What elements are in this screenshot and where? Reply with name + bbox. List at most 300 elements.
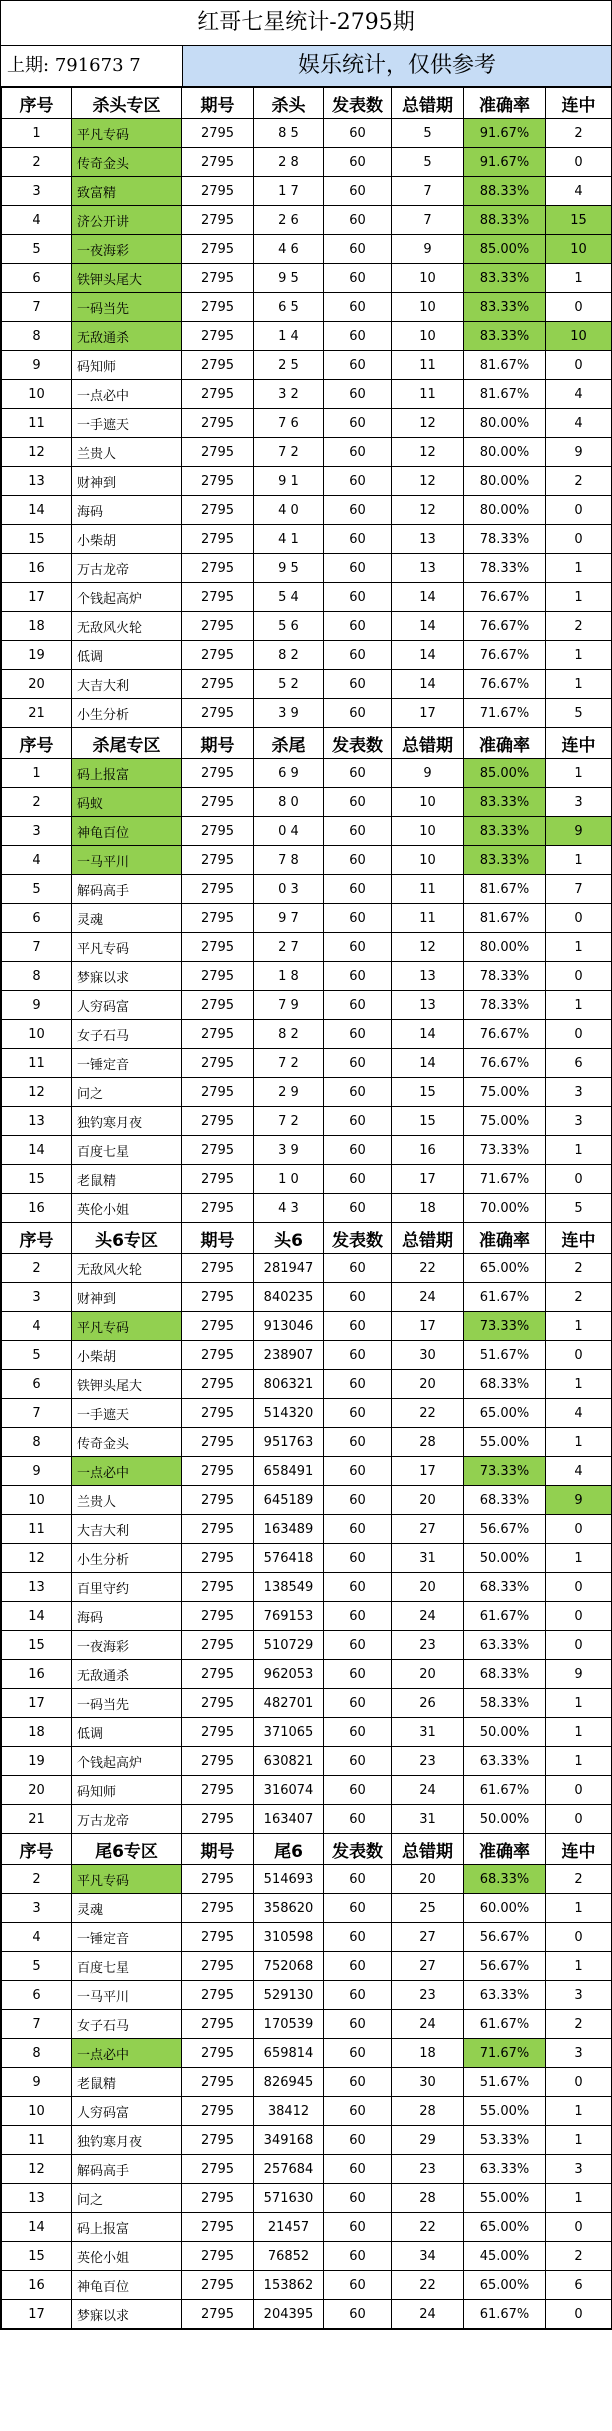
- cell-errors: 13: [392, 991, 464, 1020]
- cell-no: 1: [2, 759, 72, 788]
- header-issue: 期号: [182, 728, 254, 759]
- cell-count: 60: [324, 293, 392, 322]
- cell-count: 60: [324, 380, 392, 409]
- cell-errors: 10: [392, 817, 464, 846]
- cell-count: 60: [324, 1049, 392, 1078]
- cell-issue: 2795: [182, 554, 254, 583]
- header-accuracy: 准确率: [464, 1223, 546, 1254]
- cell-accuracy: 71.67%: [464, 2039, 546, 2068]
- cell-no: 12: [2, 2155, 72, 2184]
- table-row: [2, 467, 612, 496]
- cell-issue: 2795: [182, 525, 254, 554]
- table-row: [2, 1689, 612, 1718]
- cell-streak: 4: [546, 409, 612, 438]
- cell-count: 60: [324, 817, 392, 846]
- cell-accuracy: 76.67%: [464, 670, 546, 699]
- cell-value: 2 9: [254, 1078, 324, 1107]
- table-row: [2, 612, 612, 641]
- cell-name: 神龟百位: [72, 817, 182, 846]
- cell-no: 16: [2, 1660, 72, 1689]
- cell-accuracy: 85.00%: [464, 759, 546, 788]
- cell-value: 482701: [254, 1689, 324, 1718]
- cell-errors: 11: [392, 904, 464, 933]
- cell-errors: 15: [392, 1078, 464, 1107]
- cell-issue: 2795: [182, 1631, 254, 1660]
- cell-value: 962053: [254, 1660, 324, 1689]
- cell-issue: 2795: [182, 2039, 254, 2068]
- cell-value: 163489: [254, 1515, 324, 1544]
- cell-issue: 2795: [182, 583, 254, 612]
- cell-errors: 10: [392, 846, 464, 875]
- table-row: [2, 759, 612, 788]
- table-row: [2, 2271, 612, 2300]
- cell-streak: 2: [546, 1865, 612, 1894]
- cell-name: 小柴胡: [72, 1341, 182, 1370]
- cell-streak: 1: [546, 933, 612, 962]
- cell-issue: 2795: [182, 1660, 254, 1689]
- cell-errors: 23: [392, 1981, 464, 2010]
- cell-value: 514693: [254, 1865, 324, 1894]
- cell-errors: 13: [392, 554, 464, 583]
- table-row: [2, 409, 612, 438]
- cell-errors: 10: [392, 322, 464, 351]
- cell-no: 17: [2, 583, 72, 612]
- cell-count: 60: [324, 2010, 392, 2039]
- header-issue: 期号: [182, 1223, 254, 1254]
- cell-name: 码蚁: [72, 788, 182, 817]
- cell-errors: 27: [392, 1515, 464, 1544]
- table-row: [2, 1894, 612, 1923]
- cell-no: 8: [2, 962, 72, 991]
- cell-accuracy: 55.00%: [464, 2097, 546, 2126]
- cell-errors: 27: [392, 1923, 464, 1952]
- cell-value: 153862: [254, 2271, 324, 2300]
- cell-name: 独钓寒月夜: [72, 2126, 182, 2155]
- cell-name: 问之: [72, 1078, 182, 1107]
- cell-errors: 28: [392, 2097, 464, 2126]
- cell-issue: 2795: [182, 1165, 254, 1194]
- cell-issue: 2795: [182, 1805, 254, 1834]
- cell-streak: 10: [546, 235, 612, 264]
- cell-no: 3: [2, 1283, 72, 1312]
- header-accuracy: 准确率: [464, 728, 546, 759]
- cell-errors: 22: [392, 1399, 464, 1428]
- cell-issue: 2795: [182, 1078, 254, 1107]
- cell-name: 低调: [72, 641, 182, 670]
- cell-count: 60: [324, 1194, 392, 1223]
- cell-issue: 2795: [182, 496, 254, 525]
- table-row: [2, 670, 612, 699]
- cell-issue: 2795: [182, 991, 254, 1020]
- header-count: 发表数: [324, 1223, 392, 1254]
- previous-draw: [1, 46, 183, 86]
- cell-errors: 20: [392, 1865, 464, 1894]
- cell-count: 60: [324, 1718, 392, 1747]
- table-row: [2, 1923, 612, 1952]
- table-row: [2, 1020, 612, 1049]
- cell-count: 60: [324, 206, 392, 235]
- cell-count: 60: [324, 1341, 392, 1370]
- cell-streak: 0: [546, 1573, 612, 1602]
- cell-errors: 25: [392, 1894, 464, 1923]
- cell-value: 316074: [254, 1776, 324, 1805]
- cell-no: 2: [2, 148, 72, 177]
- table-row: [2, 1573, 612, 1602]
- cell-issue: 2795: [182, 2097, 254, 2126]
- cell-issue: 2795: [182, 380, 254, 409]
- cell-issue: 2795: [182, 1486, 254, 1515]
- table-row: [2, 2300, 612, 2329]
- cell-errors: 9: [392, 759, 464, 788]
- cell-no: 6: [2, 1981, 72, 2010]
- cell-name: 人穷码富: [72, 2097, 182, 2126]
- cell-errors: 15: [392, 1107, 464, 1136]
- cell-name: 独钓寒月夜: [72, 1107, 182, 1136]
- cell-issue: 2795: [182, 1602, 254, 1631]
- cell-streak: 3: [546, 2039, 612, 2068]
- cell-errors: 17: [392, 699, 464, 728]
- cell-streak: 1: [546, 1747, 612, 1776]
- table-row: [2, 2126, 612, 2155]
- cell-no: 2: [2, 1254, 72, 1283]
- cell-errors: 24: [392, 2300, 464, 2329]
- cell-issue: 2795: [182, 293, 254, 322]
- cell-issue: 2795: [182, 1894, 254, 1923]
- cell-streak: 6: [546, 2271, 612, 2300]
- cell-no: 13: [2, 1573, 72, 1602]
- cell-no: 8: [2, 2039, 72, 2068]
- table-row: [2, 496, 612, 525]
- cell-value: 7 2: [254, 1107, 324, 1136]
- cell-errors: 34: [392, 2242, 464, 2271]
- header-no: 序号: [2, 1834, 72, 1865]
- table-row: [2, 148, 612, 177]
- table-row: [2, 2213, 612, 2242]
- cell-issue: 2795: [182, 2242, 254, 2271]
- cell-accuracy: 83.33%: [464, 788, 546, 817]
- cell-streak: 2: [546, 2242, 612, 2271]
- page-title: 红哥七星统计-2795期: [1, 1, 611, 46]
- cell-issue: 2795: [182, 1747, 254, 1776]
- table-row: [2, 2155, 612, 2184]
- cell-issue: 2795: [182, 351, 254, 380]
- cell-accuracy: 50.00%: [464, 1805, 546, 1834]
- cell-name: 英伦小姐: [72, 1194, 182, 1223]
- cell-value: 8 5: [254, 119, 324, 148]
- cell-streak: 0: [546, 2300, 612, 2329]
- cell-errors: 31: [392, 1718, 464, 1747]
- table-row: [2, 1254, 612, 1283]
- cell-accuracy: 51.67%: [464, 2068, 546, 2097]
- cell-name: 码知师: [72, 351, 182, 380]
- cell-value: 281947: [254, 1254, 324, 1283]
- cell-errors: 11: [392, 380, 464, 409]
- cell-issue: 2795: [182, 1283, 254, 1312]
- cell-streak: 0: [546, 496, 612, 525]
- cell-no: 16: [2, 554, 72, 583]
- cell-value: 170539: [254, 2010, 324, 2039]
- cell-issue: 2795: [182, 1049, 254, 1078]
- cell-issue: 2795: [182, 206, 254, 235]
- cell-accuracy: 78.33%: [464, 554, 546, 583]
- cell-errors: 12: [392, 409, 464, 438]
- cell-count: 60: [324, 1254, 392, 1283]
- cell-issue: 2795: [182, 1573, 254, 1602]
- cell-no: 10: [2, 2097, 72, 2126]
- cell-accuracy: 50.00%: [464, 1718, 546, 1747]
- cell-count: 60: [324, 148, 392, 177]
- cell-no: 10: [2, 1020, 72, 1049]
- cell-streak: 9: [546, 817, 612, 846]
- cell-errors: 7: [392, 177, 464, 206]
- cell-name: 小生分析: [72, 699, 182, 728]
- cell-name: 一马平川: [72, 846, 182, 875]
- cell-count: 60: [324, 2039, 392, 2068]
- cell-errors: 12: [392, 496, 464, 525]
- cell-name: 老鼠精: [72, 2068, 182, 2097]
- cell-issue: 2795: [182, 2155, 254, 2184]
- cell-name: 传奇金头: [72, 1428, 182, 1457]
- cell-errors: 18: [392, 2039, 464, 2068]
- cell-count: 60: [324, 1165, 392, 1194]
- cell-name: 海码: [72, 1602, 182, 1631]
- header-count: 发表数: [324, 728, 392, 759]
- cell-no: 2: [2, 788, 72, 817]
- cell-value: 8 2: [254, 1020, 324, 1049]
- cell-errors: 28: [392, 1428, 464, 1457]
- cell-accuracy: 83.33%: [464, 817, 546, 846]
- cell-name: 问之: [72, 2184, 182, 2213]
- cell-accuracy: 68.33%: [464, 1370, 546, 1399]
- table-row: [2, 933, 612, 962]
- cell-value: 769153: [254, 1602, 324, 1631]
- cell-errors: 14: [392, 1020, 464, 1049]
- cell-no: 5: [2, 1341, 72, 1370]
- cell-no: 3: [2, 177, 72, 206]
- cell-errors: 12: [392, 933, 464, 962]
- header-errors: 总错期: [392, 88, 464, 119]
- cell-streak: 4: [546, 177, 612, 206]
- header-errors: 总错期: [392, 728, 464, 759]
- cell-count: 60: [324, 2184, 392, 2213]
- cell-count: 60: [324, 1457, 392, 1486]
- cell-streak: 4: [546, 380, 612, 409]
- header-streak: 连中: [546, 1223, 612, 1254]
- cell-name: 无敌通杀: [72, 322, 182, 351]
- cell-accuracy: 75.00%: [464, 1107, 546, 1136]
- cell-name: 平凡专码: [72, 1312, 182, 1341]
- cell-count: 60: [324, 1399, 392, 1428]
- cell-accuracy: 76.67%: [464, 641, 546, 670]
- cell-count: 60: [324, 351, 392, 380]
- header-no: 序号: [2, 728, 72, 759]
- cell-no: 19: [2, 1747, 72, 1776]
- cell-issue: 2795: [182, 438, 254, 467]
- header-streak: 连中: [546, 88, 612, 119]
- cell-name: 铁钾头尾大: [72, 264, 182, 293]
- cell-value: 310598: [254, 1923, 324, 1952]
- header-value: 头6: [254, 1223, 324, 1254]
- cell-streak: 0: [546, 293, 612, 322]
- cell-value: 4 1: [254, 525, 324, 554]
- cell-issue: 2795: [182, 235, 254, 264]
- cell-value: 2 7: [254, 933, 324, 962]
- cell-count: 60: [324, 1602, 392, 1631]
- cell-count: 60: [324, 1747, 392, 1776]
- cell-errors: 17: [392, 1165, 464, 1194]
- header-accuracy: 准确率: [464, 1834, 546, 1865]
- header-streak: 连中: [546, 728, 612, 759]
- cell-streak: 0: [546, 962, 612, 991]
- cell-accuracy: 73.33%: [464, 1457, 546, 1486]
- header-zone: 杀尾专区: [72, 728, 182, 759]
- cell-errors: 20: [392, 1573, 464, 1602]
- cell-accuracy: 78.33%: [464, 525, 546, 554]
- cell-value: 840235: [254, 1283, 324, 1312]
- cell-issue: 2795: [182, 1107, 254, 1136]
- cell-issue: 2795: [182, 1399, 254, 1428]
- cell-accuracy: 45.00%: [464, 2242, 546, 2271]
- cell-errors: 31: [392, 1805, 464, 1834]
- cell-errors: 11: [392, 875, 464, 904]
- cell-errors: 12: [392, 438, 464, 467]
- cell-errors: 28: [392, 2184, 464, 2213]
- cell-errors: 22: [392, 2271, 464, 2300]
- cell-name: 一码当先: [72, 1689, 182, 1718]
- cell-value: 510729: [254, 1631, 324, 1660]
- cell-name: 一点必中: [72, 2039, 182, 2068]
- cell-streak: 0: [546, 904, 612, 933]
- cell-name: 码知师: [72, 1776, 182, 1805]
- cell-name: 一手遮天: [72, 409, 182, 438]
- header-count: 发表数: [324, 88, 392, 119]
- cell-value: 0 4: [254, 817, 324, 846]
- cell-issue: 2795: [182, 1952, 254, 1981]
- cell-errors: 10: [392, 293, 464, 322]
- cell-name: 小柴胡: [72, 525, 182, 554]
- cell-accuracy: 61.67%: [464, 1776, 546, 1805]
- cell-issue: 2795: [182, 2184, 254, 2213]
- cell-value: 358620: [254, 1894, 324, 1923]
- cell-streak: 1: [546, 1718, 612, 1747]
- cell-issue: 2795: [182, 1341, 254, 1370]
- header-no: 序号: [2, 1223, 72, 1254]
- cell-accuracy: 60.00%: [464, 1894, 546, 1923]
- cell-issue: 2795: [182, 2010, 254, 2039]
- cell-errors: 30: [392, 1341, 464, 1370]
- cell-value: 9 5: [254, 264, 324, 293]
- cell-value: 9 1: [254, 467, 324, 496]
- table-row: [2, 1312, 612, 1341]
- cell-accuracy: 76.67%: [464, 583, 546, 612]
- cell-name: 一夜海彩: [72, 1631, 182, 1660]
- cell-count: 60: [324, 962, 392, 991]
- cell-value: 8 0: [254, 788, 324, 817]
- cell-errors: 5: [392, 148, 464, 177]
- cell-count: 60: [324, 1573, 392, 1602]
- cell-streak: 2: [546, 467, 612, 496]
- cell-streak: 1: [546, 1689, 612, 1718]
- cell-accuracy: 80.00%: [464, 933, 546, 962]
- cell-value: 5 4: [254, 583, 324, 612]
- cell-streak: 1: [546, 670, 612, 699]
- cell-no: 7: [2, 2010, 72, 2039]
- cell-count: 60: [324, 235, 392, 264]
- table-row: [2, 380, 612, 409]
- cell-count: 60: [324, 1865, 392, 1894]
- cell-errors: 14: [392, 612, 464, 641]
- cell-name: 平凡专码: [72, 1865, 182, 1894]
- cell-accuracy: 88.33%: [464, 206, 546, 235]
- cell-name: 铁钾头尾大: [72, 1370, 182, 1399]
- cell-errors: 24: [392, 1776, 464, 1805]
- cell-accuracy: 63.33%: [464, 1631, 546, 1660]
- cell-value: 21457: [254, 2213, 324, 2242]
- cell-no: 3: [2, 817, 72, 846]
- cell-name: 平凡专码: [72, 933, 182, 962]
- cell-issue: 2795: [182, 148, 254, 177]
- cell-streak: 2: [546, 612, 612, 641]
- cell-no: 5: [2, 875, 72, 904]
- table-row: [2, 235, 612, 264]
- cell-count: 60: [324, 2068, 392, 2097]
- cell-errors: 14: [392, 1049, 464, 1078]
- cell-name: 梦寐以求: [72, 2300, 182, 2329]
- cell-issue: 2795: [182, 846, 254, 875]
- cell-accuracy: 81.67%: [464, 875, 546, 904]
- cell-no: 7: [2, 1399, 72, 1428]
- cell-accuracy: 51.67%: [464, 1341, 546, 1370]
- table-row: [2, 1602, 612, 1631]
- cell-errors: 26: [392, 1689, 464, 1718]
- cell-streak: 0: [546, 1020, 612, 1049]
- cell-issue: 2795: [182, 2126, 254, 2155]
- cell-issue: 2795: [182, 1865, 254, 1894]
- table-row: [2, 1049, 612, 1078]
- cell-no: 9: [2, 991, 72, 1020]
- cell-name: 小生分析: [72, 1544, 182, 1573]
- cell-streak: 9: [546, 438, 612, 467]
- cell-count: 60: [324, 1515, 392, 1544]
- cell-name: 无敌风火轮: [72, 1254, 182, 1283]
- cell-issue: 2795: [182, 875, 254, 904]
- cell-name: 百里守约: [72, 1573, 182, 1602]
- cell-issue: 2795: [182, 1776, 254, 1805]
- cell-count: 60: [324, 1107, 392, 1136]
- table-row: [2, 554, 612, 583]
- cell-no: 4: [2, 846, 72, 875]
- cell-value: 7 2: [254, 1049, 324, 1078]
- cell-value: 2 8: [254, 148, 324, 177]
- cell-errors: 31: [392, 1544, 464, 1573]
- cell-accuracy: 83.33%: [464, 293, 546, 322]
- cell-count: 60: [324, 177, 392, 206]
- cell-accuracy: 65.00%: [464, 2213, 546, 2242]
- cell-accuracy: 78.33%: [464, 991, 546, 1020]
- cell-accuracy: 56.67%: [464, 1952, 546, 1981]
- cell-streak: 0: [546, 1515, 612, 1544]
- header-zone: 尾6专区: [72, 1834, 182, 1865]
- cell-streak: 0: [546, 2068, 612, 2097]
- cell-no: 4: [2, 1923, 72, 1952]
- table-row: [2, 1341, 612, 1370]
- cell-name: 一夜海彩: [72, 235, 182, 264]
- cell-issue: 2795: [182, 1312, 254, 1341]
- cell-errors: 10: [392, 788, 464, 817]
- table-row: [2, 351, 612, 380]
- cell-issue: 2795: [182, 904, 254, 933]
- header-zone: 头6专区: [72, 1223, 182, 1254]
